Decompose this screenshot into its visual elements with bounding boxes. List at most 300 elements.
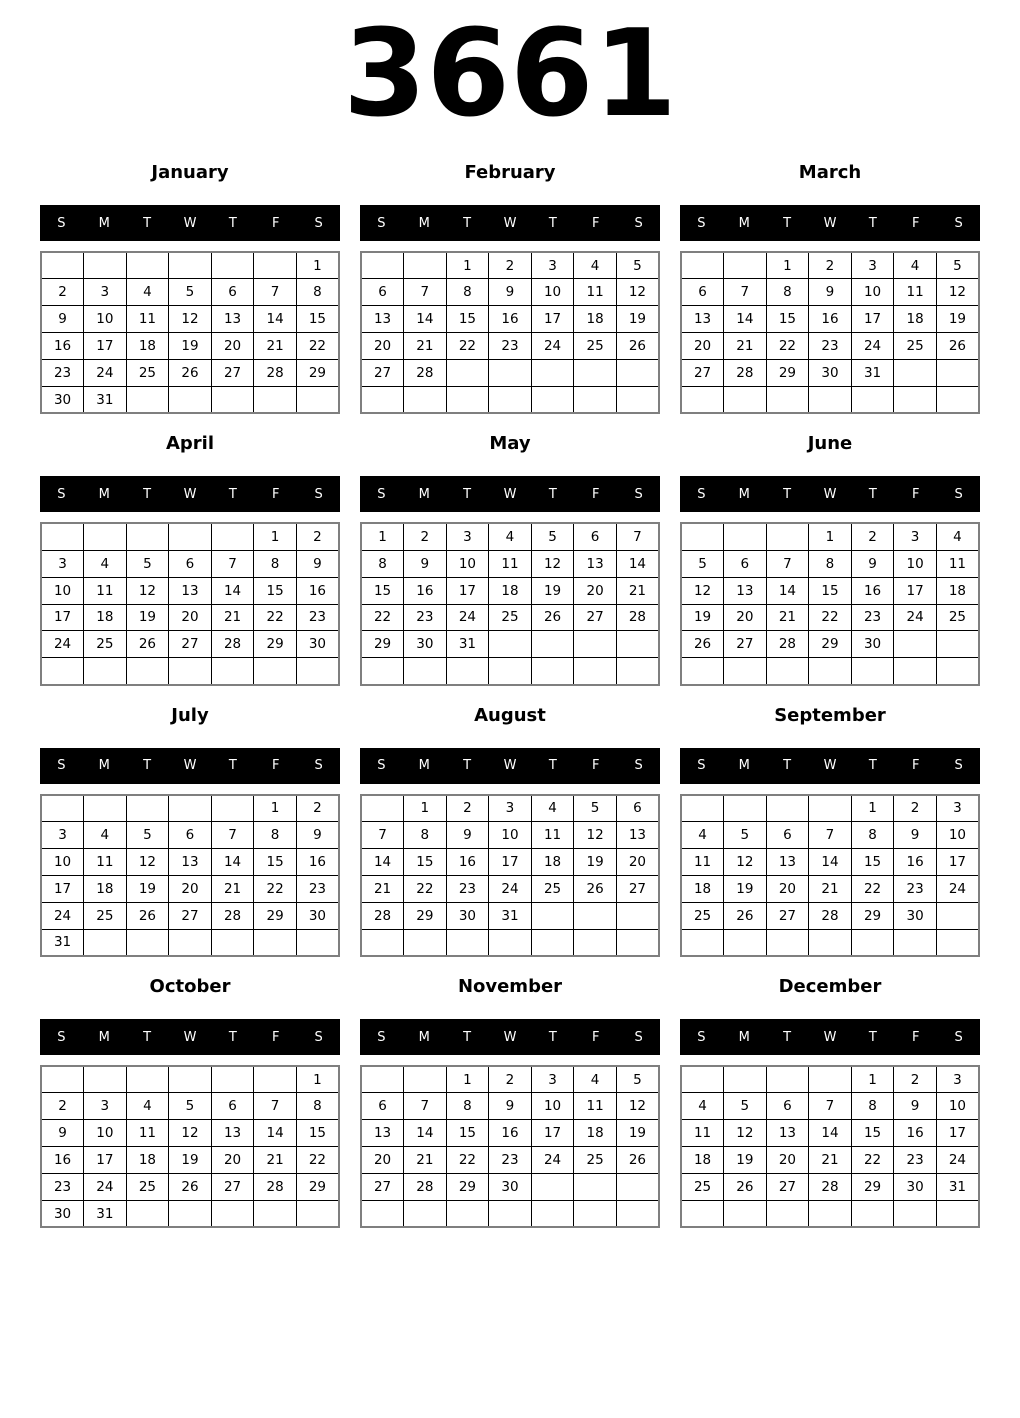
empty-day-cell bbox=[681, 929, 724, 956]
weekday-label: S bbox=[377, 758, 386, 774]
day-cell: 10 bbox=[531, 279, 574, 306]
day-cell: 22 bbox=[254, 604, 297, 631]
empty-day-cell bbox=[531, 1174, 574, 1201]
empty-day-cell bbox=[446, 658, 489, 685]
day-cell: 10 bbox=[446, 550, 489, 577]
day-cell: 3 bbox=[84, 1093, 127, 1120]
empty-day-cell bbox=[936, 631, 979, 658]
empty-day-cell bbox=[531, 360, 574, 387]
month-june bbox=[680, 433, 980, 685]
month-day-grid bbox=[40, 794, 340, 957]
day-cell: 16 bbox=[446, 848, 489, 875]
empty-day-cell bbox=[211, 1066, 254, 1093]
empty-day-cell bbox=[361, 1066, 404, 1093]
day-cell: 20 bbox=[724, 604, 767, 631]
day-cell: 21 bbox=[254, 1147, 297, 1174]
day-cell: 30 bbox=[296, 631, 339, 658]
empty-day-cell bbox=[254, 1200, 297, 1227]
day-cell: 24 bbox=[894, 604, 937, 631]
day-cell: 12 bbox=[126, 848, 169, 875]
month-title: November bbox=[457, 976, 563, 998]
empty-day-cell bbox=[126, 1200, 169, 1227]
empty-day-cell bbox=[809, 929, 852, 956]
weekday-header-bar bbox=[360, 748, 660, 784]
day-cell: 23 bbox=[489, 1147, 532, 1174]
empty-day-cell bbox=[126, 929, 169, 956]
day-cell: 21 bbox=[809, 875, 852, 902]
week-row bbox=[41, 848, 339, 875]
day-cell: 26 bbox=[126, 902, 169, 929]
empty-day-cell bbox=[361, 386, 404, 413]
empty-day-cell bbox=[851, 658, 894, 685]
empty-day-cell bbox=[574, 1174, 617, 1201]
week-row bbox=[41, 1120, 339, 1147]
day-cell: 3 bbox=[489, 795, 532, 822]
day-cell: 21 bbox=[404, 333, 447, 360]
weekday-label: F bbox=[591, 215, 600, 231]
day-cell: 27 bbox=[211, 1174, 254, 1201]
day-cell: 12 bbox=[616, 1093, 659, 1120]
day-cell: 16 bbox=[41, 333, 84, 360]
day-cell: 11 bbox=[681, 848, 724, 875]
empty-day-cell bbox=[724, 658, 767, 685]
day-cell: 11 bbox=[84, 848, 127, 875]
week-row bbox=[41, 550, 339, 577]
day-cell: 19 bbox=[681, 604, 724, 631]
weekday-label: S bbox=[314, 1029, 323, 1045]
empty-day-cell bbox=[681, 658, 724, 685]
week-row bbox=[361, 604, 659, 631]
day-cell: 7 bbox=[616, 523, 659, 550]
empty-day-cell bbox=[616, 1174, 659, 1201]
empty-day-cell bbox=[894, 658, 937, 685]
day-cell: 11 bbox=[126, 1120, 169, 1147]
day-cell: 27 bbox=[616, 875, 659, 902]
day-cell: 25 bbox=[894, 333, 937, 360]
day-cell: 18 bbox=[574, 306, 617, 333]
day-cell: 29 bbox=[296, 360, 339, 387]
day-cell: 1 bbox=[404, 795, 447, 822]
day-cell: 9 bbox=[894, 1093, 937, 1120]
weekday-label: S bbox=[377, 215, 386, 231]
day-cell: 23 bbox=[894, 1147, 937, 1174]
month-day-grid bbox=[360, 1065, 660, 1228]
day-cell: 12 bbox=[936, 279, 979, 306]
day-cell: 25 bbox=[681, 1174, 724, 1201]
day-cell: 7 bbox=[254, 279, 297, 306]
empty-day-cell bbox=[574, 902, 617, 929]
week-row bbox=[361, 875, 659, 902]
day-cell: 27 bbox=[681, 360, 724, 387]
week-row bbox=[681, 875, 979, 902]
weekday-label: M bbox=[418, 215, 430, 231]
day-cell: 4 bbox=[574, 1066, 617, 1093]
day-cell: 8 bbox=[809, 550, 852, 577]
week-row bbox=[361, 848, 659, 875]
day-cell: 27 bbox=[361, 1174, 404, 1201]
week-row bbox=[681, 631, 979, 658]
month-title: September bbox=[774, 704, 886, 726]
day-cell: 29 bbox=[296, 1174, 339, 1201]
day-cell: 22 bbox=[766, 333, 809, 360]
day-cell: 31 bbox=[851, 360, 894, 387]
empty-day-cell bbox=[724, 795, 767, 822]
day-cell: 8 bbox=[361, 550, 404, 577]
month-april bbox=[40, 433, 340, 685]
day-cell: 1 bbox=[446, 1066, 489, 1093]
weekday-label: F bbox=[271, 1029, 280, 1045]
months-grid bbox=[40, 162, 980, 1228]
month-day-grid bbox=[680, 1065, 980, 1228]
empty-day-cell bbox=[809, 386, 852, 413]
empty-day-cell bbox=[616, 658, 659, 685]
day-cell: 24 bbox=[84, 1174, 127, 1201]
day-cell: 24 bbox=[531, 1147, 574, 1174]
day-cell: 15 bbox=[404, 848, 447, 875]
week-row bbox=[361, 795, 659, 822]
weekday-label: T bbox=[868, 758, 877, 774]
weekday-header-bar bbox=[680, 1019, 980, 1055]
week-row bbox=[361, 929, 659, 956]
day-cell: 26 bbox=[724, 902, 767, 929]
day-cell: 9 bbox=[489, 279, 532, 306]
weekday-label: M bbox=[738, 486, 750, 502]
weekday-label: W bbox=[183, 215, 197, 231]
week-row bbox=[41, 929, 339, 956]
empty-day-cell bbox=[724, 252, 767, 279]
day-cell: 10 bbox=[489, 822, 532, 849]
day-cell: 1 bbox=[296, 1066, 339, 1093]
day-cell: 11 bbox=[126, 306, 169, 333]
day-cell: 29 bbox=[254, 902, 297, 929]
day-cell: 9 bbox=[809, 279, 852, 306]
day-cell: 19 bbox=[724, 875, 767, 902]
empty-day-cell bbox=[41, 523, 84, 550]
day-cell: 20 bbox=[169, 875, 212, 902]
day-cell: 6 bbox=[616, 795, 659, 822]
weekday-label: F bbox=[271, 215, 280, 231]
day-cell: 9 bbox=[851, 550, 894, 577]
day-cell: 7 bbox=[211, 550, 254, 577]
empty-day-cell bbox=[211, 252, 254, 279]
empty-day-cell bbox=[489, 658, 532, 685]
week-row bbox=[361, 631, 659, 658]
empty-day-cell bbox=[489, 386, 532, 413]
weekday-label: M bbox=[418, 1029, 430, 1045]
day-cell: 6 bbox=[169, 550, 212, 577]
day-cell: 23 bbox=[296, 875, 339, 902]
weekday-label: S bbox=[57, 1029, 66, 1045]
day-cell: 21 bbox=[724, 333, 767, 360]
month-title: January bbox=[151, 162, 229, 183]
day-cell: 12 bbox=[616, 279, 659, 306]
weekday-label: T bbox=[868, 215, 877, 231]
day-cell: 16 bbox=[296, 848, 339, 875]
day-cell: 23 bbox=[809, 333, 852, 360]
day-cell: 10 bbox=[894, 550, 937, 577]
day-cell: 4 bbox=[84, 550, 127, 577]
day-cell: 28 bbox=[254, 360, 297, 387]
empty-day-cell bbox=[361, 658, 404, 685]
day-cell: 27 bbox=[766, 1174, 809, 1201]
day-cell: 7 bbox=[254, 1093, 297, 1120]
day-cell: 18 bbox=[531, 848, 574, 875]
day-cell: 17 bbox=[851, 306, 894, 333]
weekday-label: W bbox=[183, 758, 197, 774]
empty-day-cell bbox=[126, 252, 169, 279]
day-cell: 12 bbox=[126, 577, 169, 604]
day-cell: 29 bbox=[851, 902, 894, 929]
week-row bbox=[41, 658, 339, 685]
month-day-grid bbox=[680, 794, 980, 957]
weekday-label: S bbox=[314, 486, 323, 502]
day-cell: 20 bbox=[361, 1147, 404, 1174]
week-row bbox=[361, 822, 659, 849]
day-cell: 13 bbox=[766, 848, 809, 875]
day-cell: 3 bbox=[84, 279, 127, 306]
month-october bbox=[40, 976, 340, 1228]
day-cell: 2 bbox=[296, 795, 339, 822]
weekday-label: T bbox=[783, 486, 792, 502]
day-cell: 31 bbox=[489, 902, 532, 929]
empty-day-cell bbox=[361, 929, 404, 956]
month-title: October bbox=[149, 976, 231, 998]
empty-day-cell bbox=[574, 631, 617, 658]
week-row bbox=[681, 1093, 979, 1120]
empty-day-cell bbox=[766, 929, 809, 956]
day-cell: 22 bbox=[254, 875, 297, 902]
day-cell: 30 bbox=[894, 1174, 937, 1201]
day-cell: 17 bbox=[936, 848, 979, 875]
day-cell: 5 bbox=[126, 822, 169, 849]
day-cell: 13 bbox=[211, 306, 254, 333]
day-cell: 15 bbox=[296, 1120, 339, 1147]
weekday-header-bar bbox=[680, 476, 980, 512]
weekday-label: T bbox=[868, 486, 877, 502]
week-row bbox=[361, 1120, 659, 1147]
day-cell: 20 bbox=[211, 1147, 254, 1174]
day-cell: 10 bbox=[531, 1093, 574, 1120]
empty-day-cell bbox=[531, 902, 574, 929]
empty-day-cell bbox=[681, 252, 724, 279]
day-cell: 12 bbox=[531, 550, 574, 577]
day-cell: 18 bbox=[894, 306, 937, 333]
day-cell: 25 bbox=[531, 875, 574, 902]
day-cell: 2 bbox=[446, 795, 489, 822]
day-cell: 11 bbox=[531, 822, 574, 849]
week-row bbox=[361, 577, 659, 604]
empty-day-cell bbox=[936, 360, 979, 387]
empty-day-cell bbox=[211, 795, 254, 822]
empty-day-cell bbox=[681, 1066, 724, 1093]
day-cell: 17 bbox=[531, 306, 574, 333]
month-day-grid bbox=[680, 522, 980, 685]
weekday-label: S bbox=[634, 758, 643, 774]
day-cell: 20 bbox=[766, 1147, 809, 1174]
day-cell: 28 bbox=[211, 631, 254, 658]
day-cell: 11 bbox=[574, 279, 617, 306]
day-cell: 7 bbox=[404, 279, 447, 306]
day-cell: 9 bbox=[894, 822, 937, 849]
empty-day-cell bbox=[574, 1200, 617, 1227]
day-cell: 10 bbox=[84, 306, 127, 333]
day-cell: 14 bbox=[211, 848, 254, 875]
week-row bbox=[681, 795, 979, 822]
weekday-label: T bbox=[548, 758, 557, 774]
day-cell: 20 bbox=[361, 333, 404, 360]
day-cell: 27 bbox=[361, 360, 404, 387]
day-cell: 20 bbox=[211, 333, 254, 360]
empty-day-cell bbox=[616, 1200, 659, 1227]
empty-day-cell bbox=[404, 252, 447, 279]
month-title: December bbox=[778, 976, 882, 998]
week-row bbox=[681, 1147, 979, 1174]
week-row bbox=[41, 875, 339, 902]
day-cell: 18 bbox=[936, 577, 979, 604]
empty-day-cell bbox=[766, 1200, 809, 1227]
day-cell: 19 bbox=[169, 333, 212, 360]
empty-day-cell bbox=[936, 1200, 979, 1227]
weekday-label: S bbox=[57, 215, 66, 231]
weekday-label: M bbox=[98, 486, 110, 502]
day-cell: 14 bbox=[211, 577, 254, 604]
day-cell: 17 bbox=[936, 1120, 979, 1147]
weekday-label: M bbox=[738, 1029, 750, 1045]
day-cell: 4 bbox=[126, 1093, 169, 1120]
weekday-label: T bbox=[463, 758, 472, 774]
week-row bbox=[41, 604, 339, 631]
empty-day-cell bbox=[296, 929, 339, 956]
empty-day-cell bbox=[681, 386, 724, 413]
day-cell: 31 bbox=[446, 631, 489, 658]
weekday-label: W bbox=[823, 215, 837, 231]
weekday-label: F bbox=[271, 486, 280, 502]
month-day-grid bbox=[680, 251, 980, 414]
day-cell: 16 bbox=[851, 577, 894, 604]
week-row bbox=[681, 1174, 979, 1201]
month-february bbox=[360, 162, 660, 414]
day-cell: 1 bbox=[851, 795, 894, 822]
day-cell: 21 bbox=[211, 875, 254, 902]
day-cell: 27 bbox=[211, 360, 254, 387]
weekday-label: T bbox=[143, 1029, 152, 1045]
day-cell: 10 bbox=[936, 1093, 979, 1120]
day-cell: 15 bbox=[254, 848, 297, 875]
empty-day-cell bbox=[851, 1200, 894, 1227]
weekday-label: T bbox=[463, 486, 472, 502]
weekday-label: S bbox=[57, 486, 66, 502]
weekday-header-bar bbox=[680, 748, 980, 784]
day-cell: 28 bbox=[211, 902, 254, 929]
day-cell: 31 bbox=[84, 1200, 127, 1227]
empty-day-cell bbox=[489, 929, 532, 956]
weekday-label: T bbox=[783, 215, 792, 231]
empty-day-cell bbox=[809, 658, 852, 685]
weekday-label: T bbox=[548, 215, 557, 231]
weekday-label: T bbox=[228, 486, 237, 502]
weekday-label: T bbox=[463, 215, 472, 231]
day-cell: 1 bbox=[296, 252, 339, 279]
day-cell: 22 bbox=[851, 1147, 894, 1174]
week-row bbox=[41, 822, 339, 849]
weekday-label: F bbox=[911, 215, 920, 231]
week-row bbox=[681, 279, 979, 306]
weekday-label: S bbox=[634, 1029, 643, 1045]
empty-day-cell bbox=[211, 1200, 254, 1227]
weekday-label: W bbox=[183, 486, 197, 502]
empty-day-cell bbox=[361, 1200, 404, 1227]
weekday-header-bar bbox=[360, 205, 660, 241]
day-cell: 14 bbox=[724, 306, 767, 333]
day-cell: 28 bbox=[404, 360, 447, 387]
day-cell: 4 bbox=[681, 1093, 724, 1120]
empty-day-cell bbox=[766, 658, 809, 685]
empty-day-cell bbox=[211, 658, 254, 685]
empty-day-cell bbox=[84, 523, 127, 550]
day-cell: 24 bbox=[446, 604, 489, 631]
weekday-label: M bbox=[738, 758, 750, 774]
day-cell: 15 bbox=[446, 1120, 489, 1147]
day-cell: 17 bbox=[489, 848, 532, 875]
day-cell: 17 bbox=[41, 604, 84, 631]
day-cell: 30 bbox=[404, 631, 447, 658]
empty-day-cell bbox=[574, 386, 617, 413]
weekday-label: W bbox=[183, 1029, 197, 1045]
day-cell: 11 bbox=[681, 1120, 724, 1147]
empty-day-cell bbox=[489, 360, 532, 387]
week-row bbox=[681, 902, 979, 929]
weekday-label: F bbox=[911, 1029, 920, 1045]
empty-day-cell bbox=[489, 631, 532, 658]
day-cell: 17 bbox=[41, 875, 84, 902]
week-row bbox=[681, 1066, 979, 1093]
day-cell: 21 bbox=[254, 333, 297, 360]
month-day-grid bbox=[360, 251, 660, 414]
day-cell: 23 bbox=[296, 604, 339, 631]
day-cell: 28 bbox=[809, 902, 852, 929]
week-row bbox=[41, 1066, 339, 1093]
weekday-header-bar bbox=[40, 748, 340, 784]
month-title: June bbox=[807, 433, 853, 455]
empty-day-cell bbox=[616, 929, 659, 956]
day-cell: 20 bbox=[681, 333, 724, 360]
day-cell: 8 bbox=[296, 1093, 339, 1120]
empty-day-cell bbox=[724, 386, 767, 413]
day-cell: 16 bbox=[894, 848, 937, 875]
weekday-label: S bbox=[697, 1029, 706, 1045]
day-cell: 2 bbox=[489, 1066, 532, 1093]
day-cell: 22 bbox=[809, 604, 852, 631]
day-cell: 25 bbox=[681, 902, 724, 929]
empty-day-cell bbox=[446, 929, 489, 956]
day-cell: 28 bbox=[361, 902, 404, 929]
day-cell: 22 bbox=[296, 1147, 339, 1174]
empty-day-cell bbox=[766, 1066, 809, 1093]
week-row bbox=[681, 848, 979, 875]
day-cell: 12 bbox=[681, 577, 724, 604]
day-cell: 9 bbox=[296, 822, 339, 849]
day-cell: 26 bbox=[936, 333, 979, 360]
day-cell: 25 bbox=[489, 604, 532, 631]
day-cell: 8 bbox=[851, 1093, 894, 1120]
day-cell: 15 bbox=[809, 577, 852, 604]
day-cell: 9 bbox=[446, 822, 489, 849]
weekday-label: F bbox=[591, 486, 600, 502]
day-cell: 17 bbox=[84, 333, 127, 360]
day-cell: 21 bbox=[211, 604, 254, 631]
week-row bbox=[361, 523, 659, 550]
day-cell: 24 bbox=[531, 333, 574, 360]
